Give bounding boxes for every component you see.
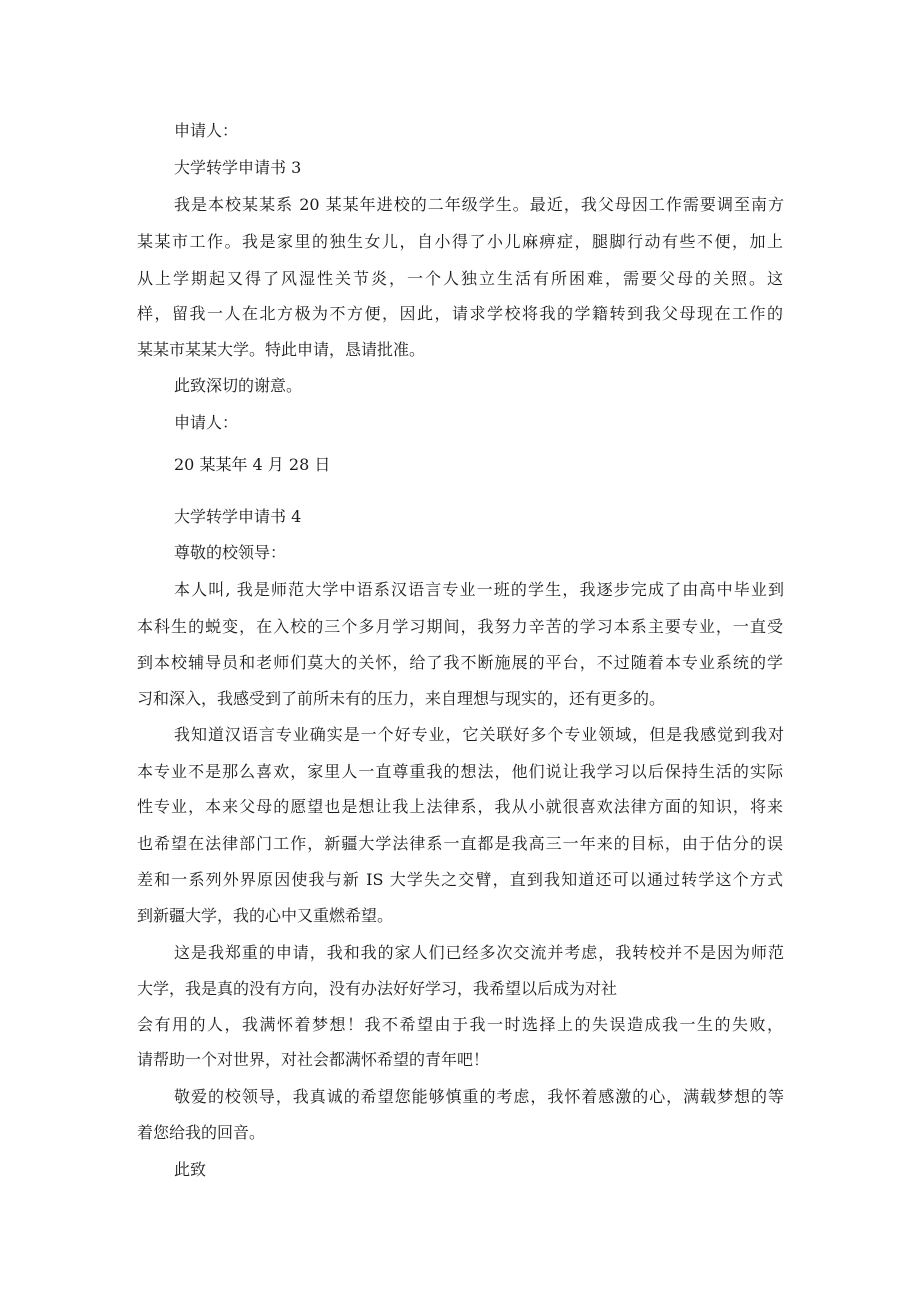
- paragraph-line: 会有用的人，我满怀着梦想！我不希望由于我一时选择上的失误造成我一生的失败，: [137, 1015, 783, 1034]
- paragraph-line: 从上学期起又得了风湿性关节炎，一个人独立生活有所困难，需要父母的关照。这: [137, 269, 783, 288]
- paragraph-line: 差和一系列外界原因使我与新 IS 大学失之交臂，直到我知道还可以通过转学这个方式: [137, 870, 783, 889]
- closing-line: 此致: [174, 1160, 207, 1179]
- paragraph-line: 着您给我的回音。: [137, 1123, 266, 1142]
- paragraph-line: 本人叫, 我是师范大学中语系汉语言专业一班的学生，我逐步完成了由高中毕业到: [174, 580, 784, 599]
- paragraph-line: 敬爱的校领导，我真诚的希望您能够慎重的考虑，我怀着感激的心，满载梦想的等: [174, 1087, 784, 1106]
- paragraph-line: 这是我郑重的申请，我和我的家人们已经多次交流并考虑，我转校并不是因为师范: [174, 943, 784, 962]
- paragraph-line: 大学，我是真的没有方向，没有办法好好学习，我希望以后成为对社: [137, 979, 618, 998]
- paragraph-line: 性专业，本来父母的愿望也是想让我上法律系，我从小就很喜欢法律方面的知识，将来: [137, 797, 783, 816]
- paragraph-line: 我知道汉语言专业确实是一个好专业，它关联好多个专业领域，但是我感觉到我对: [174, 725, 784, 744]
- paragraph-line: 样，留我一人在北方极为不方便，因此，请求学校将我的学籍转到我父母现在工作的: [137, 304, 783, 323]
- paragraph-line: 本科生的蜕变，在入校的三个多月学习期间，我努力辛苦的学习本系主要专业，一直受: [137, 617, 783, 636]
- paragraph-line: 我是本校某某系 20 某某年进校的二年级学生。最近，我父母因工作需要调至南方: [174, 195, 784, 214]
- paragraph-line: 某某市某某大学。特此申请，恳请批准。: [137, 340, 426, 359]
- closing-line: 此致深切的谢意。: [174, 376, 303, 395]
- paragraph-line: 请帮助一个对世界，对社会都满怀希望的青年吧！: [137, 1050, 490, 1069]
- signature-label: 申请人：: [174, 121, 239, 140]
- paragraph-line: 也希望在法律部门工作，新疆大学法律系一直都是我高三一年来的目标，由于估分的误: [137, 834, 783, 853]
- section-title-4: 大学转学申请书 4: [174, 507, 302, 526]
- date-line: 20 某某年 4 月 28 日: [174, 455, 331, 474]
- signature-label: 申请人：: [174, 413, 239, 432]
- paragraph-line: 到新疆大学，我的心中又重燃希望。: [137, 906, 394, 925]
- paragraph-line: 习和深入，我感受到了前所未有的压力，来自理想与现实的，还有更多的。: [137, 689, 666, 708]
- paragraph-line: 某某市工作。我是家里的独生女儿，自小得了小儿麻痹症，腿脚行动有些不便，加上: [137, 232, 783, 251]
- section-title-3: 大学转学申请书 3: [174, 158, 302, 177]
- salutation: 尊敬的校领导：: [174, 543, 287, 562]
- paragraph-line: 到本校辅导员和老师们莫大的关怀，给了我不断施展的平台，不过随着本专业系统的学: [137, 653, 783, 672]
- paragraph-line: 本专业不是那么喜欢，家里人一直尊重我的想法，他们说让我学习以后保持生活的实际: [137, 762, 783, 781]
